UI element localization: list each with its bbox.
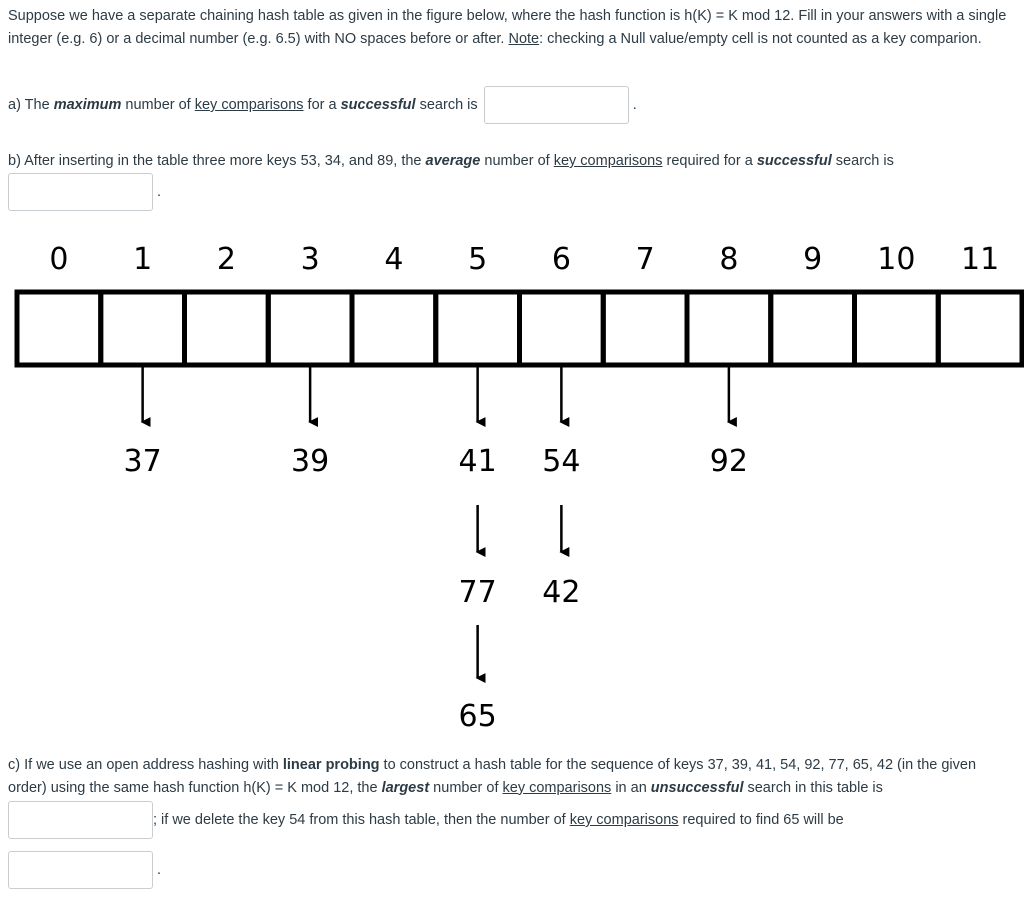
index-label: 8 bbox=[719, 242, 739, 277]
question-a bbox=[8, 85, 1016, 125]
chain-key: 39 bbox=[291, 444, 330, 479]
emph: maximum bbox=[53, 97, 122, 113]
index-label: 11 bbox=[961, 242, 1000, 277]
answer-b-input[interactable] bbox=[8, 173, 153, 211]
period: . bbox=[157, 184, 162, 200]
emph: successful bbox=[340, 97, 416, 113]
table-cell-4 bbox=[352, 292, 436, 365]
table-cell-3 bbox=[268, 292, 352, 365]
table-cell-6 bbox=[520, 292, 604, 365]
table-cell-1 bbox=[101, 292, 185, 365]
key-comparisons-link: key comparisons bbox=[553, 153, 663, 169]
period: . bbox=[157, 862, 162, 878]
answer-c2-row bbox=[8, 850, 161, 890]
note-label: Note bbox=[508, 30, 540, 47]
period: . bbox=[632, 97, 637, 113]
text: ; if we delete the key 54 from this hash table, then the number of bbox=[153, 812, 570, 828]
text: number of bbox=[480, 153, 554, 169]
table-cell-7 bbox=[603, 292, 687, 365]
text: search is bbox=[831, 153, 894, 169]
question-c bbox=[8, 754, 1016, 799]
emph: unsuccessful bbox=[650, 779, 744, 796]
text: a) The bbox=[8, 97, 54, 113]
answer-c1-row bbox=[8, 800, 844, 840]
text: b) After inserting in the table three more keys 53, 34, and 89, the bbox=[8, 153, 426, 169]
chain-key: 37 bbox=[123, 444, 162, 479]
index-label: 2 bbox=[216, 242, 236, 277]
emph: average bbox=[425, 153, 481, 169]
text: search in this table is bbox=[743, 779, 883, 796]
table-cell-11 bbox=[938, 292, 1022, 365]
index-label: 1 bbox=[133, 242, 153, 277]
hash-table-figure bbox=[0, 230, 1024, 740]
index-label: 10 bbox=[877, 242, 916, 277]
chain-key: 54 bbox=[542, 444, 581, 479]
emph: successful bbox=[756, 153, 832, 169]
index-label: 6 bbox=[551, 242, 571, 277]
index-label: 9 bbox=[803, 242, 823, 277]
answer-b-row bbox=[8, 172, 161, 212]
index-label: 4 bbox=[384, 242, 404, 277]
intro-note-text: : checking a Null value/empty cell is not counted as a key comparion. bbox=[539, 30, 982, 47]
table-cell-8 bbox=[687, 292, 771, 365]
emph: largest bbox=[381, 779, 430, 796]
text: search is bbox=[415, 97, 478, 113]
intro-text: Suppose we have a separate chaining hash table as given in the figure below, where the hash function is h(K) = K mod 12. Fill in your answers with a single integer (e.g. 6) or a decimal number (e.g. 6.5) with NO spaces before or after. bbox=[8, 8, 1007, 47]
emph: linear probing bbox=[282, 757, 380, 773]
index-label: 5 bbox=[468, 242, 488, 277]
table-cell-2 bbox=[185, 292, 269, 365]
question-b bbox=[8, 150, 1016, 173]
chain-key: 41 bbox=[458, 444, 497, 479]
index-label: 3 bbox=[300, 242, 320, 277]
text: required to find 65 will be bbox=[678, 812, 844, 828]
table-cell-9 bbox=[771, 292, 855, 365]
key-comparisons-link: key comparisons bbox=[502, 779, 612, 796]
table-cell-5 bbox=[436, 292, 520, 365]
table-cell-0 bbox=[17, 292, 101, 365]
chain-key: 77 bbox=[458, 575, 497, 610]
answer-c2-input[interactable] bbox=[8, 851, 153, 889]
text: number of bbox=[121, 97, 195, 113]
text: in an bbox=[611, 779, 651, 796]
index-label: 7 bbox=[635, 242, 655, 277]
text: to construct a hash table for the sequence of keys 37, 39, 41, 54, 92, 77, 65, 42 (in the given order) using the same hash function h(K) = K mod 12, the bbox=[8, 757, 977, 796]
answer-c1-input[interactable] bbox=[8, 801, 153, 839]
text: required for a bbox=[662, 153, 757, 169]
key-comparisons-link: key comparisons bbox=[569, 812, 679, 828]
key-comparisons-link: key comparisons bbox=[194, 97, 304, 113]
chain-key: 42 bbox=[542, 575, 581, 610]
chain-key: 92 bbox=[709, 444, 748, 479]
index-label: 0 bbox=[49, 242, 69, 277]
chain-key: 65 bbox=[458, 699, 497, 734]
hash-table-drawing bbox=[0, 230, 1024, 740]
text: c) If we use an open address hashing with bbox=[8, 757, 283, 773]
table-cell-10 bbox=[855, 292, 939, 365]
intro-paragraph bbox=[8, 5, 1016, 50]
text: for a bbox=[303, 97, 341, 113]
text: number of bbox=[429, 779, 503, 796]
answer-a-input[interactable] bbox=[484, 86, 629, 124]
